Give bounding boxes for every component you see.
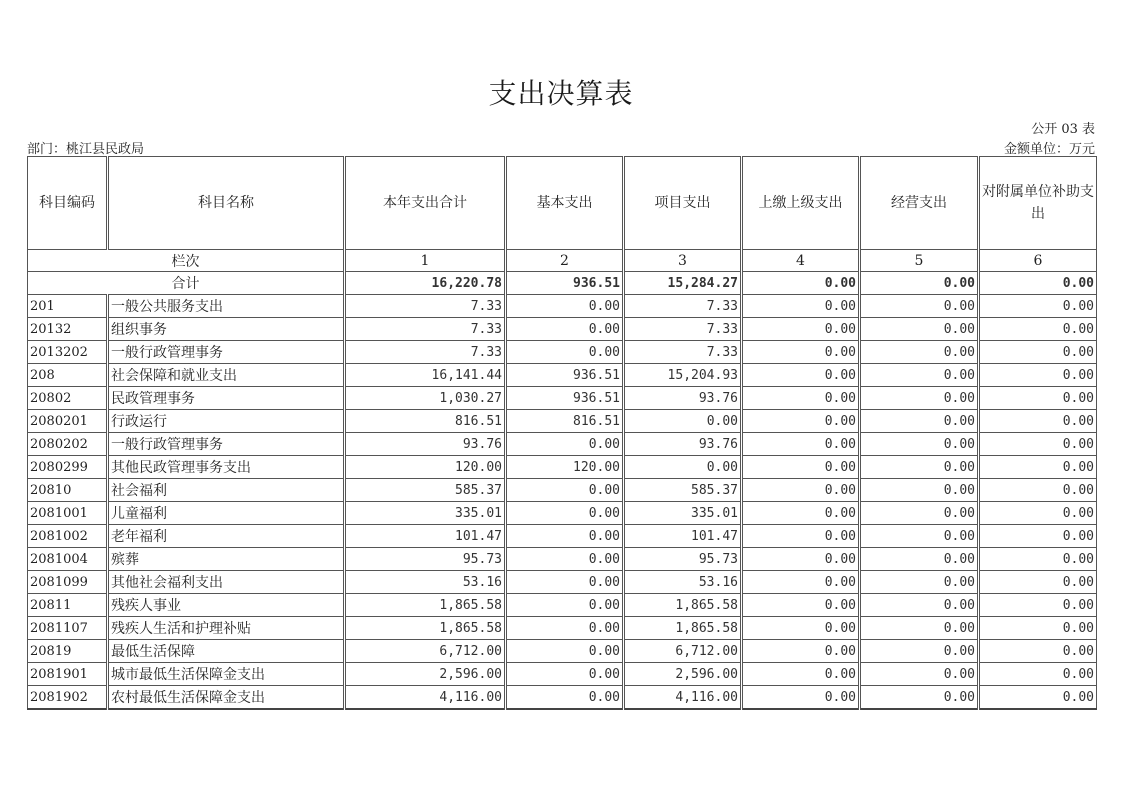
amount-cell: 7.33: [624, 341, 742, 364]
table-row: [28, 502, 1097, 525]
table-row: [28, 640, 1097, 663]
amount-cell: 0.00: [506, 571, 624, 594]
amount-cell: 585.37: [624, 479, 742, 502]
subject-code: 2013202: [28, 341, 108, 364]
table-row: [28, 387, 1097, 410]
column-number: 4: [742, 250, 860, 272]
amount-cell: 0.00: [506, 640, 624, 663]
amount-cell: 0.00: [979, 640, 1097, 663]
subject-name: 社会福利: [108, 479, 345, 502]
amount-cell: 0.00: [742, 548, 860, 571]
amount-cell: 0.00: [979, 617, 1097, 640]
amount-cell: 0.00: [979, 318, 1097, 341]
subject-code: 201: [28, 295, 108, 318]
amount-cell: 95.73: [345, 548, 506, 571]
amount-cell: 0.00: [860, 295, 979, 318]
amount-cell: 7.33: [345, 318, 506, 341]
subject-code: 2081002: [28, 525, 108, 548]
amount-cell: 7.33: [345, 341, 506, 364]
amount-cell: 0.00: [979, 502, 1097, 525]
amount-cell: 6,712.00: [624, 640, 742, 663]
amount-cell: 0.00: [506, 686, 624, 710]
amount-cell: 0.00: [860, 502, 979, 525]
subject-code: 2081901: [28, 663, 108, 686]
column-number-row: [28, 250, 1097, 272]
amount-cell: 0.00: [979, 387, 1097, 410]
subject-name: 一般行政管理事务: [108, 433, 345, 456]
amount-cell: 0.00: [860, 318, 979, 341]
unit-label: 金额单位：万元: [1003, 142, 1095, 157]
department-label: 部门：桃江县民政局: [27, 142, 145, 157]
subject-code: 20132: [28, 318, 108, 341]
amount-cell: 6,712.00: [345, 640, 506, 663]
amount-cell: 0.00: [742, 318, 860, 341]
subject-name: 一般行政管理事务: [108, 341, 345, 364]
column-number-label: 栏次: [28, 250, 345, 272]
amount-cell: 0.00: [742, 456, 860, 479]
subject-code: 2081099: [28, 571, 108, 594]
amount-cell: 0.00: [742, 617, 860, 640]
table-row: [28, 617, 1097, 640]
amount-cell: 1,865.58: [345, 594, 506, 617]
table-row: [28, 594, 1097, 617]
subject-name: 一般公共服务支出: [108, 295, 345, 318]
amount-cell: 0.00: [860, 663, 979, 686]
column-number: 1: [345, 250, 506, 272]
subject-name: 民政管理事务: [108, 387, 345, 410]
amount-cell: 0.00: [860, 686, 979, 710]
header-subject-code: 科目编码: [28, 157, 108, 250]
subject-code: 2081902: [28, 686, 108, 710]
subject-name: 城市最低生活保障金支出: [108, 663, 345, 686]
amount-cell: 0.00: [860, 433, 979, 456]
amount-cell: 0.00: [624, 410, 742, 433]
subject-name: 其他社会福利支出: [108, 571, 345, 594]
header-remit-superior: 上缴上级支出: [742, 157, 860, 250]
header-subject-name: 科目名称: [108, 157, 345, 250]
amount-cell: 93.76: [624, 387, 742, 410]
total-label: 合计: [28, 272, 345, 295]
table-row: [28, 663, 1097, 686]
amount-cell: 0.00: [742, 640, 860, 663]
amount-cell: 816.51: [345, 410, 506, 433]
amount-cell: 0.00: [506, 548, 624, 571]
subject-code: 208: [28, 364, 108, 387]
amount-cell: 0.00: [742, 525, 860, 548]
amount-cell: 0.00: [979, 686, 1097, 710]
amount-cell: 0.00: [979, 295, 1097, 318]
amount-cell: 7.33: [345, 295, 506, 318]
subject-name: 儿童福利: [108, 502, 345, 525]
header-project-expense: 项目支出: [624, 157, 742, 250]
amount-cell: 0.00: [742, 594, 860, 617]
amount-cell: 0.00: [979, 410, 1097, 433]
header-row: [28, 157, 1097, 250]
header-total-expense: 本年支出合计: [345, 157, 506, 250]
amount-cell: 16,141.44: [345, 364, 506, 387]
amount-cell: 1,865.58: [345, 617, 506, 640]
table-row: [28, 364, 1097, 387]
subject-code: 20802: [28, 387, 108, 410]
table-row: [28, 456, 1097, 479]
amount-cell: 0.00: [860, 525, 979, 548]
amount-cell: 53.16: [624, 571, 742, 594]
amount-cell: 816.51: [506, 410, 624, 433]
amount-cell: 1,030.27: [345, 387, 506, 410]
table-row: [28, 410, 1097, 433]
amount-cell: 0.00: [979, 548, 1097, 571]
amount-cell: 0.00: [860, 456, 979, 479]
subject-name: 残疾人生活和护理补贴: [108, 617, 345, 640]
table-row: [28, 525, 1097, 548]
amount-cell: 0.00: [506, 341, 624, 364]
amount-cell: 0.00: [979, 341, 1097, 364]
amount-cell: 0.00: [860, 479, 979, 502]
table-row: [28, 479, 1097, 502]
form-number: 公开 03 表: [1031, 122, 1095, 137]
amount-cell: 120.00: [345, 456, 506, 479]
amount-cell: 0.00: [506, 295, 624, 318]
amount-cell: 0.00: [506, 433, 624, 456]
column-number: 2: [506, 250, 624, 272]
column-number: 3: [624, 250, 742, 272]
total-value: 936.51: [506, 272, 624, 295]
amount-cell: 2,596.00: [624, 663, 742, 686]
subject-code: 20819: [28, 640, 108, 663]
amount-cell: 0.00: [506, 479, 624, 502]
amount-cell: 936.51: [506, 387, 624, 410]
column-number: 6: [979, 250, 1097, 272]
subject-code: 2081107: [28, 617, 108, 640]
table-row: [28, 548, 1097, 571]
amount-cell: 585.37: [345, 479, 506, 502]
amount-cell: 0.00: [860, 341, 979, 364]
total-row: [28, 272, 1097, 295]
amount-cell: 0.00: [860, 594, 979, 617]
amount-cell: 0.00: [742, 502, 860, 525]
amount-cell: 0.00: [860, 571, 979, 594]
table-row: [28, 295, 1097, 318]
subject-code: 20811: [28, 594, 108, 617]
amount-cell: 0.00: [860, 548, 979, 571]
amount-cell: 0.00: [742, 364, 860, 387]
subject-code: 2081004: [28, 548, 108, 571]
total-value: 0.00: [979, 272, 1097, 295]
amount-cell: 0.00: [506, 502, 624, 525]
amount-cell: 15,204.93: [624, 364, 742, 387]
amount-cell: 101.47: [624, 525, 742, 548]
amount-cell: 0.00: [979, 594, 1097, 617]
subject-name: 殡葬: [108, 548, 345, 571]
amount-cell: 0.00: [979, 433, 1097, 456]
amount-cell: 335.01: [345, 502, 506, 525]
subject-name: 老年福利: [108, 525, 345, 548]
subject-name: 组织事务: [108, 318, 345, 341]
header-subsidiary-subsidy: 对附属单位补助支出: [979, 157, 1097, 250]
total-value: 15,284.27: [624, 272, 742, 295]
amount-cell: 120.00: [506, 456, 624, 479]
subject-name: 社会保障和就业支出: [108, 364, 345, 387]
subject-code: 20810: [28, 479, 108, 502]
subject-name: 其他民政管理事务支出: [108, 456, 345, 479]
amount-cell: 4,116.00: [345, 686, 506, 710]
amount-cell: 0.00: [860, 410, 979, 433]
amount-cell: 0.00: [860, 387, 979, 410]
header-operating-expense: 经营支出: [860, 157, 979, 250]
total-value: 16,220.78: [345, 272, 506, 295]
amount-cell: 0.00: [979, 525, 1097, 548]
amount-cell: 0.00: [860, 617, 979, 640]
total-value: 0.00: [860, 272, 979, 295]
amount-cell: 0.00: [979, 571, 1097, 594]
amount-cell: 0.00: [506, 617, 624, 640]
amount-cell: 0.00: [624, 456, 742, 479]
amount-cell: 0.00: [742, 686, 860, 710]
amount-cell: 93.76: [345, 433, 506, 456]
total-value: 0.00: [742, 272, 860, 295]
amount-cell: 1,865.58: [624, 594, 742, 617]
amount-cell: 0.00: [742, 295, 860, 318]
amount-cell: 0.00: [742, 387, 860, 410]
amount-cell: 0.00: [742, 341, 860, 364]
table-row: [28, 318, 1097, 341]
expenditure-table: [27, 156, 1097, 710]
amount-cell: 2,596.00: [345, 663, 506, 686]
amount-cell: 93.76: [624, 433, 742, 456]
amount-cell: 0.00: [860, 640, 979, 663]
subject-name: 农村最低生活保障金支出: [108, 686, 345, 710]
amount-cell: 0.00: [979, 364, 1097, 387]
amount-cell: 0.00: [506, 594, 624, 617]
amount-cell: 0.00: [979, 479, 1097, 502]
amount-cell: 95.73: [624, 548, 742, 571]
table-row: [28, 571, 1097, 594]
amount-cell: 0.00: [742, 479, 860, 502]
amount-cell: 0.00: [506, 525, 624, 548]
amount-cell: 1,865.58: [624, 617, 742, 640]
subject-code: 2080202: [28, 433, 108, 456]
amount-cell: 936.51: [506, 364, 624, 387]
amount-cell: 53.16: [345, 571, 506, 594]
amount-cell: 7.33: [624, 318, 742, 341]
amount-cell: 0.00: [742, 571, 860, 594]
amount-cell: 0.00: [742, 410, 860, 433]
table-row: [28, 433, 1097, 456]
subject-name: 残疾人事业: [108, 594, 345, 617]
table-row: [28, 341, 1097, 364]
table-row: [28, 686, 1097, 710]
amount-cell: 0.00: [506, 318, 624, 341]
amount-cell: 0.00: [860, 364, 979, 387]
amount-cell: 335.01: [624, 502, 742, 525]
amount-cell: 0.00: [506, 663, 624, 686]
amount-cell: 0.00: [979, 456, 1097, 479]
amount-cell: 4,116.00: [624, 686, 742, 710]
amount-cell: 0.00: [979, 663, 1097, 686]
subject-code: 2080201: [28, 410, 108, 433]
subject-code: 2080299: [28, 456, 108, 479]
amount-cell: 7.33: [624, 295, 742, 318]
subject-name: 最低生活保障: [108, 640, 345, 663]
amount-cell: 101.47: [345, 525, 506, 548]
subject-name: 行政运行: [108, 410, 345, 433]
amount-cell: 0.00: [742, 663, 860, 686]
header-basic-expense: 基本支出: [506, 157, 624, 250]
page-title: 支出决算表: [488, 77, 634, 110]
amount-cell: 0.00: [742, 433, 860, 456]
column-number: 5: [860, 250, 979, 272]
subject-code: 2081001: [28, 502, 108, 525]
